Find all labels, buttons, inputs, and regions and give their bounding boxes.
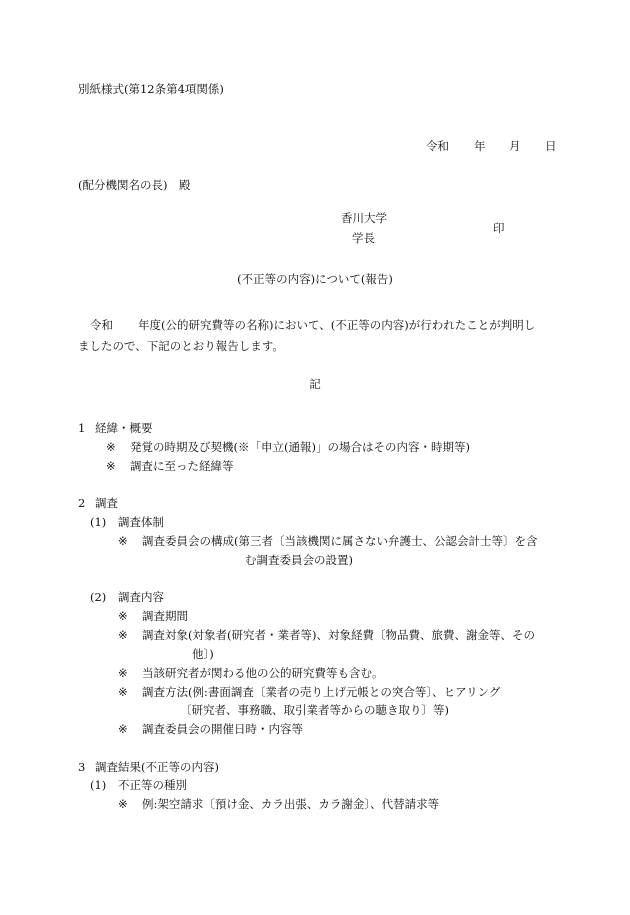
section-2-title: 調査 bbox=[95, 496, 118, 510]
section-2-2-item-method-line-1: 調査方法(例:書面調査〔業者の売り上げ元帳との突合等〕、ヒアリング bbox=[142, 685, 501, 699]
section-2-1-item-line-2: む調査委員会の設置) bbox=[245, 553, 353, 567]
date-month: 月 bbox=[509, 139, 521, 153]
sender-university: 香川大学 bbox=[341, 211, 387, 225]
section-3-1-item: 例:架空請求〔預け金、カラ出張、カラ謝金〕、代替請求等 bbox=[142, 797, 440, 811]
seal-mark: 印 bbox=[493, 221, 505, 235]
section-2-1-title: 調査体制 bbox=[118, 515, 164, 529]
note-mark: ※ bbox=[106, 459, 116, 473]
section-2-2-item-includes: 当該研究者が関わる他の公的研究費等も含む。 bbox=[142, 666, 384, 680]
section-2-2-item-meeting: 調査委員会の開催日時・内容等 bbox=[142, 722, 303, 736]
form-label: 別紙様式(第12条第4項関係) bbox=[78, 82, 224, 96]
note-mark: ※ bbox=[118, 722, 128, 736]
section-2-2-item-target-line-1: 調査対象(対象者(研究者・業者等)、対象経費〔物品費、旅費、謝金等、その bbox=[142, 628, 535, 642]
section-1-item: 発覚の時期及び契機(※「申立(通報)」の場合はその内容・時期等) bbox=[130, 440, 470, 454]
note-mark: ※ bbox=[118, 609, 128, 623]
note-mark: ※ bbox=[118, 534, 128, 548]
section-3-title: 調査結果(不正等の内容) bbox=[95, 760, 219, 774]
section-2-1-number: (1) bbox=[90, 515, 107, 529]
section-2-1-item-line-1: 調査委員会の構成(第三者〔当該機関に属さない弁護士、公認会計士等〕を含 bbox=[142, 534, 538, 548]
section-3-1-number: (1) bbox=[90, 778, 107, 792]
note-mark: ※ bbox=[118, 797, 128, 811]
section-3-number: 3 bbox=[78, 760, 86, 774]
section-2-2-title: 調査内容 bbox=[118, 590, 164, 604]
section-2-2-item-method-line-2: 〔研究者、事務職、取引業者等からの聴き取り〕等) bbox=[180, 703, 449, 717]
ki-heading: 記 bbox=[309, 377, 321, 391]
note-mark: ※ bbox=[118, 628, 128, 642]
section-2-2-number: (2) bbox=[90, 590, 107, 604]
note-mark: ※ bbox=[118, 685, 128, 699]
intro-line-2: ましたので、下記のとおり報告します。 bbox=[78, 339, 284, 353]
section-1-item: 調査に至った経緯等 bbox=[130, 459, 234, 473]
intro-era: 令和 bbox=[90, 318, 113, 332]
note-mark: ※ bbox=[118, 666, 128, 680]
date-year: 年 bbox=[474, 139, 486, 153]
section-2-2-item-target-line-2: 他〕) bbox=[192, 647, 214, 661]
report-title: (不正等の内容)について(報告) bbox=[237, 272, 393, 286]
intro-line-1: 年度(公的研究費等の名称)において、(不正等の内容)が行われたことが判明し bbox=[138, 318, 536, 332]
date-day: 日 bbox=[545, 139, 557, 153]
addressee: (配分機関名の長) 殿 bbox=[78, 178, 191, 192]
sender-title: 学長 bbox=[352, 231, 375, 245]
section-2-number: 2 bbox=[78, 496, 86, 510]
date-era: 令和 bbox=[426, 139, 449, 153]
section-2-2-item-period: 調査期間 bbox=[142, 609, 188, 623]
section-3-1-title: 不正等の種別 bbox=[118, 778, 187, 792]
section-1-title: 経緯・概要 bbox=[95, 421, 153, 435]
note-mark: ※ bbox=[106, 440, 116, 454]
section-1-number: 1 bbox=[78, 421, 86, 435]
